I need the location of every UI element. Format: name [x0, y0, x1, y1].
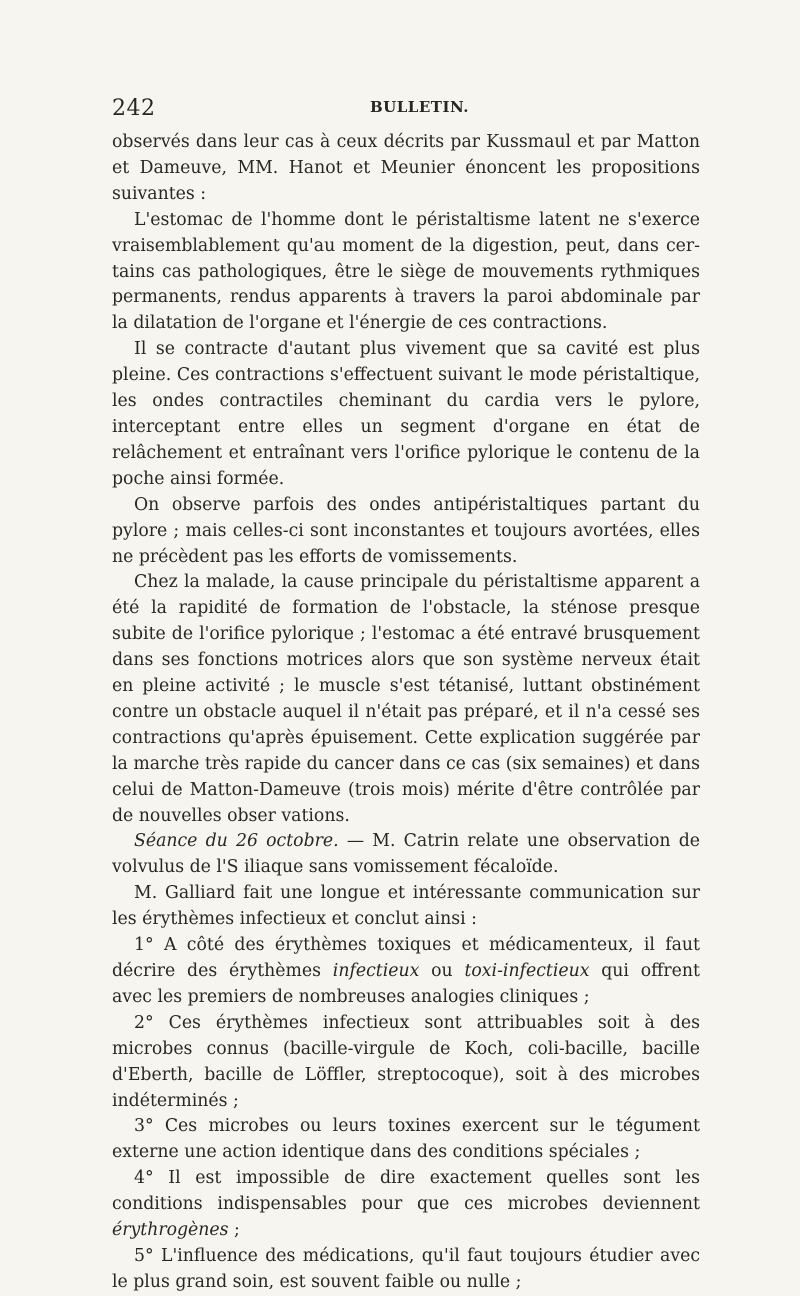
page-header [112, 96, 702, 124]
paragraph-text: qui offrent avec les premiers de nombreuses analogies cliniques ; [112, 961, 700, 1007]
paragraph-text: 4° Il est impossible de dire exactement quelles sont les conditions indispensables pour que ces microbes deviennent [112, 1168, 700, 1215]
paragraph-p11 [112, 1166, 700, 1244]
paragraph-p2 [112, 208, 700, 338]
paragraph-text: ; [228, 1220, 240, 1241]
paragraph-text: 1° A côté des érythèmes toxiques et médicamenteux, il faut décrire des érythèmes [112, 935, 700, 981]
body-text [112, 130, 700, 1296]
paragraph-text: M. Galliard fait une longue et intéressante communication sur les érythèmes infectieux et conclut ainsi : [112, 883, 700, 930]
paragraph-text: observés dans leur cas à ceux décrits par Kussmaul et par Matton et Dameuve, MM. Hanot et Meunier énoncent les propositions suivantes : [112, 132, 700, 204]
italic-text: érythrogènes [112, 1220, 229, 1241]
paragraph-p5 [112, 570, 700, 829]
paragraph-p10 [112, 1114, 700, 1166]
paragraph-p6 [112, 829, 700, 881]
paragraph-text: Chez la malade, la cause principale du péristaltisme apparent a été la rapidité de formation de l'obstacle, la sténose presque subite de l'orifice pylorique ; l'estomac a été entravé brusquement dans ses fonctions motrices alors que son système nerveux était en pleine activité ; le muscle s'est tétanisé, luttant obstinément contre un obstacle auquel il n'était pas préparé, et il n'a cessé ses contractions qu'après épuisement. Cette explication suggérée par la marche très rapide du cancer dans ce cas (six semaines) et dans celui de Matton-Dameuve (trois mois) mérite d'être contrôlée par de nouvelles obser vations. [112, 572, 700, 826]
paragraph-p3 [112, 337, 700, 492]
italic-text: infectieux [332, 961, 420, 981]
paragraph-text: On observe parfois des ondes antipéristaltiques partant du pylore ; mais celles-ci sont inconstantes et toujours avortées, elles ne précèdent pas les efforts de vomissements. [112, 494, 700, 567]
paragraph-text: ou [419, 961, 465, 981]
paragraph-p8 [112, 933, 700, 1011]
paragraph-text: Il se contracte d'autant plus vivement que sa cavité est plus pleine. Ces contractions s'effectuent suivant le mode péristaltique, les ondes contractiles cheminant du cardia vers le pylore, interceptant entre elles un segment d'organe en état de relâchement et entraînant vers l'orifice pylorique le contenu de la poche ainsi formée. [112, 339, 700, 489]
paragraph-text: 3° Ces microbes ou leurs toxines exercent sur le tégument externe une action identique dans des conditions spéciales ; [112, 1116, 700, 1163]
paragraph-p9 [112, 1011, 700, 1115]
paragraph-text: L'estomac de l'homme dont le péristaltisme latent ne s'exerce vraisemblablement qu'au moment de la digestion, peut, dans certains cas pathologiques, être le siège de mouvements rythmiques permanents, rendus apparents à travers la paroi abdominale par la dilatation de l'organe et l'énergie de ces contractions. [112, 209, 700, 334]
paragraph-p1 [112, 130, 700, 208]
running-head: BULLETIN. [370, 98, 469, 116]
italic-text: Séance du 26 octobre. [134, 831, 339, 852]
paragraph-p4 [112, 493, 700, 571]
paragraph-p12 [112, 1244, 700, 1296]
paragraph-text: 2° Ces érythèmes infectieux sont attribuables soit à des microbes connus (bacille-virgule de Koch, coli-bacille, bacille d'Eberth, bacille de Löffler, streptocoque), soit à des microbes indéterminés ; [112, 1012, 700, 1111]
paragraph-p7 [112, 881, 700, 933]
page-number: 242 [112, 96, 156, 121]
italic-text: toxi-infectieux [464, 961, 590, 981]
paragraph-text: — M. Catrin relate une observation de volvulus de l'S iliaque sans vomissement fécaloïde. [112, 831, 700, 878]
paragraph-text: 5° L'influence des médications, qu'il faut toujours étudier avec le plus grand soin, est souvent faible ou nulle ; [112, 1245, 700, 1292]
